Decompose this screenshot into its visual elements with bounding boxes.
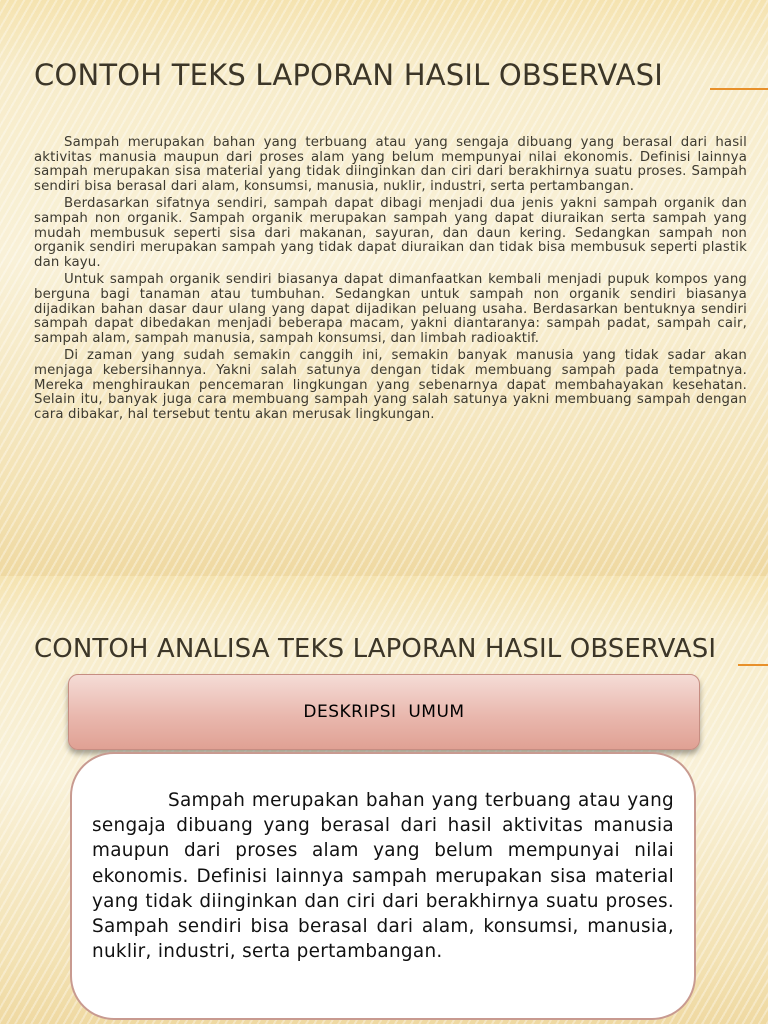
slide-2: [0, 576, 768, 1024]
section-header-label: DESKRIPSI UMUM: [303, 702, 465, 722]
slide-1-body: [34, 136, 747, 425]
section-header-box: [68, 674, 700, 750]
section-content-box: [70, 752, 696, 1020]
slide-2-title: CONTOH ANALISA TEKS LAPORAN HASIL OBSERVASI: [34, 634, 717, 664]
body-paragraph: Untuk sampah organik sendiri biasanya dapat dimanfaatkan kembali menjadi pupuk kompos yang berguna bagi tanaman atau tumbuhan. Sedangkan untuk sampah non organik sendiri biasanya dijadikan bahan dasar daur ulang yang dapat dijadikan peluang usaha. Berdasarkan bentuknya sendiri sampah dapat dibedakan menjadi beberapa macam, yakni diantaranya: sampah padat, sampah cair, sampah alam, sampah manusia, sampah konsumsi, dan limbah radioaktif.: [34, 272, 747, 346]
body-paragraph: Berdasarkan sifatnya sendiri, sampah dapat dibagi menjadi dua jenis yakni sampah organik dan sampah non organik. Sampah organik merupakan sampah yang dapat diuraikan serta sampah yang mudah membusuk seperti sisa dari makanan, sayuran, dan daun kering. Sedangkan sampah non organik sendiri merupakan sampah yang tidak dapat diuraikan dan tidak bisa membusuk seperti plastik dan kayu.: [34, 196, 747, 270]
section-content-text: Sampah merupakan bahan yang terbuang atau yang sengaja dibuang yang berasal dari hasil aktivitas manusia maupun dari proses alam yang belum mempunyai nilai ekonomis. Definisi lainnya sampah merupakan sisa material yang tidak diinginkan dan ciri dari berakhirnya suatu proses. Sampah sendiri bisa berasal dari alam, konsumsi, manusia, nuklir, industri, serta pertambangan.: [92, 790, 674, 963]
body-paragraph: Sampah merupakan bahan yang terbuang atau yang sengaja dibuang yang berasal dari hasil aktivitas manusia maupun dari proses alam yang belum mempunyai nilai ekonomis. Definisi lainnya sampah merupakan sisa material yang tidak diinginkan dan ciri dari berakhirnya suatu proses. Sampah sendiri bisa berasal dari alam, konsumsi, manusia, nuklir, industri, serta pertambangan.: [34, 135, 747, 194]
body-paragraph: Di zaman yang sudah semakin canggih ini, semakin banyak manusia yang tidak sadar akan menjaga kebersihannya. Yakni salah satunya dengan tidak membuang sampah pada tempatnya. Mereka menghiraukan pencemaran lingkungan yang sebenarnya dapat membahayakan kesehatan. Selain itu, banyak juga cara membuang sampah yang salah satunya yakni membuang sampah dengan cara dibakar, hal tersebut tentu akan merusak lingkungan.: [34, 348, 747, 422]
slide-2-title-rule: [738, 664, 768, 666]
slide-1-title: CONTOH TEKS LAPORAN HASIL OBSERVASI: [34, 58, 663, 92]
slide-1-title-rule: [710, 88, 768, 90]
